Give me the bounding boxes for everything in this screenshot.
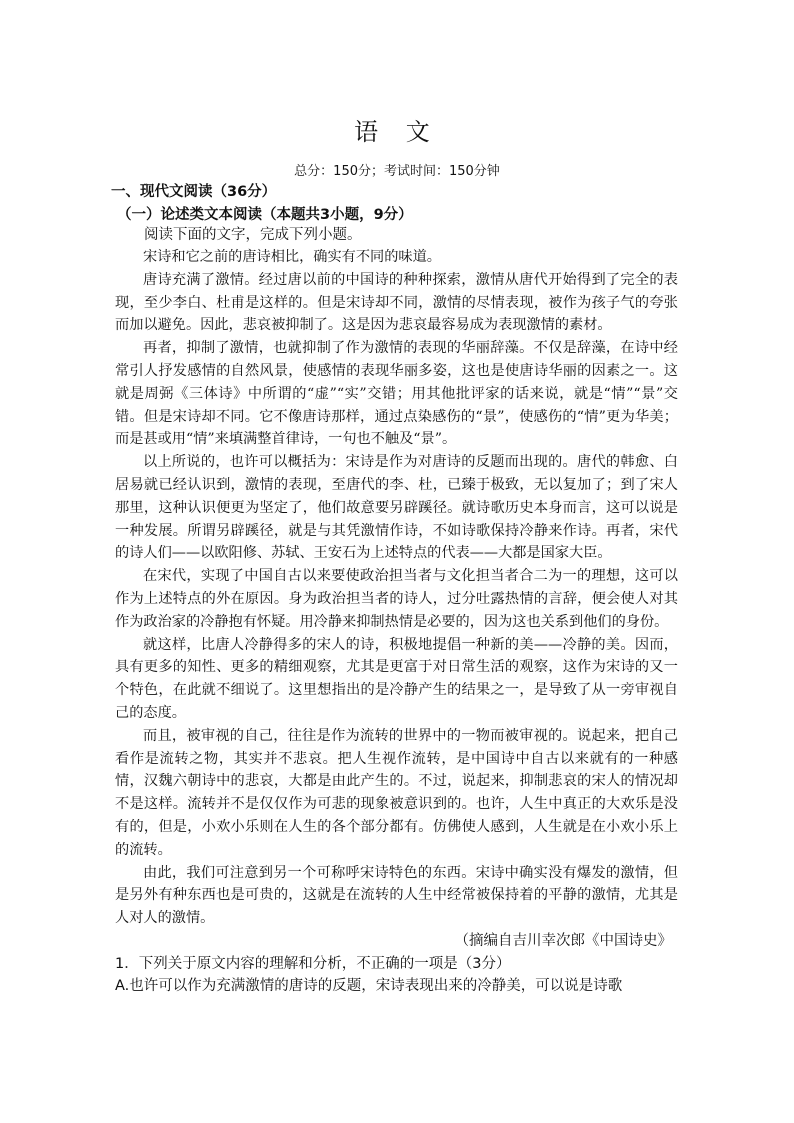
passage-paragraph: 由此，我们可注意到另一个可称呼宋诗特色的东西。宋诗中确实没有爆发的激情，但是另外有种东西也是可贵的，这就是在流转的人生中经常被保持着的平静的激情，尤其是人对人的激情。 bbox=[115, 864, 678, 927]
reading-passage bbox=[115, 224, 678, 997]
passage-paragraph: 在宋代，实现了中国自古以来要使政治担当者与文化担当者合二为一的理想，这可以作为上述特点的外在原因。身为政治担当者的诗人，过分吐露热情的言辞，便会使人对其作为政治家的冷静抱有怀疑。用冷静来抑制热情是必要的，因为这也关系到他们的身份。 bbox=[115, 568, 678, 630]
question-stem: 1．下列关于原文内容的理解和分析，不正确的一项是（3分） bbox=[115, 955, 511, 972]
passage-paragraph: 就这样，比唐人冷静得多的宋人的诗，积极地提倡一种新的美——冷静的美。因而，具有更多的知性、更多的精细观察，尤其是更富于对日常生活的观察，这作为宋诗的又一个特色，在此就不细说了。这里想指出的是冷静产生的结果之一，是导致了从一旁审视自己的态度。 bbox=[115, 636, 678, 721]
instruction-text: 阅读下面的文字，完成下列小题。 bbox=[144, 227, 362, 243]
passage-paragraph: 而且，被审视的自己，往往是作为流转的世界中的一物而被审视的。说起来，把自己看作是流转之物，其实并不悲哀。把人生视作流转，是中国诗中自古以来就有的一种感情，汉魏六朝诗中的悲哀，大都是由此产生的。不过，说起来，抑制悲哀的宋人的情况却不是这样。流转并不是仅仅作为可悲的现象被意识到的。也许，人生中真正的大欢乐是没有的，但是，小欢小乐则在人生的各个部分都有。仿佛使人感到，人生就是在小欢小乐上的流转。 bbox=[115, 727, 678, 858]
page-title: 语 文 bbox=[354, 118, 440, 146]
passage-paragraph: 再者，抑制了激情，也就抑制了作为激情的表现的华丽辞藻。不仅是辞藻，在诗中经常引人抒发感情的自然风景，使感情的表现华丽多姿，这也是使唐诗华丽的因素之一。这就是周弼《三体诗》中所谓的“虚”“实”交错；用其他批评家的话来说，就是“情”“景”交错。但是宋诗却不同。它不像唐诗那样，通过点染感伤的“景”，使感伤的“情”更为华美；而是甚或用“情”来填满整首律诗，一句也不触及“景”。 bbox=[115, 340, 678, 448]
exam-info: 总分：150分；考试时间：150分钟 bbox=[294, 164, 500, 179]
subsection-heading: （一）论述类文本阅读（本题共3小题，9分） bbox=[117, 207, 413, 223]
passage-paragraph: 唐诗充满了激情。经过唐以前的中国诗的种种探索，激情从唐代开始得到了完全的表现，至少李白、杜甫是这样的。但是宋诗却不同，激情的尽情表现，被作为孩子气的夸张而加以避免。因此，悲哀被抑制了。这是因为悲哀最容易成为表现激情的素材。 bbox=[115, 271, 678, 334]
section-heading: 一、现代文阅读（36分） bbox=[111, 184, 277, 200]
passage-paragraph: 宋诗和它之前的唐诗相比，确实有不同的味道。 bbox=[143, 249, 441, 265]
passage-source: （摘编自吉川幸次郎《中国诗史》 bbox=[454, 932, 672, 949]
question-option-a: A.也许可以作为充满激情的唐诗的反题，宋诗表现出来的冷静美，可以说是诗歌 bbox=[115, 977, 623, 994]
passage-paragraph: 以上所说的，也许可以概括为：宋诗是作为对唐诗的反题而出现的。唐代的韩愈、白居易就已经认识到，激情的表现，至唐代的李、杜，已臻于极致，无以复加了；到了宋人那里，这种认识便更为坚定了，他们故意要另辟蹊径。就诗歌历史本身而言，这可以说是一种发展。所谓另辟蹊径，就是与其凭激情作诗，不如诗歌保持冷静来作诗。再者，宋代的诗人们——以欧阳修、苏轼、王安石为上述特点的代表——大都是国家大臣。 bbox=[115, 454, 678, 562]
